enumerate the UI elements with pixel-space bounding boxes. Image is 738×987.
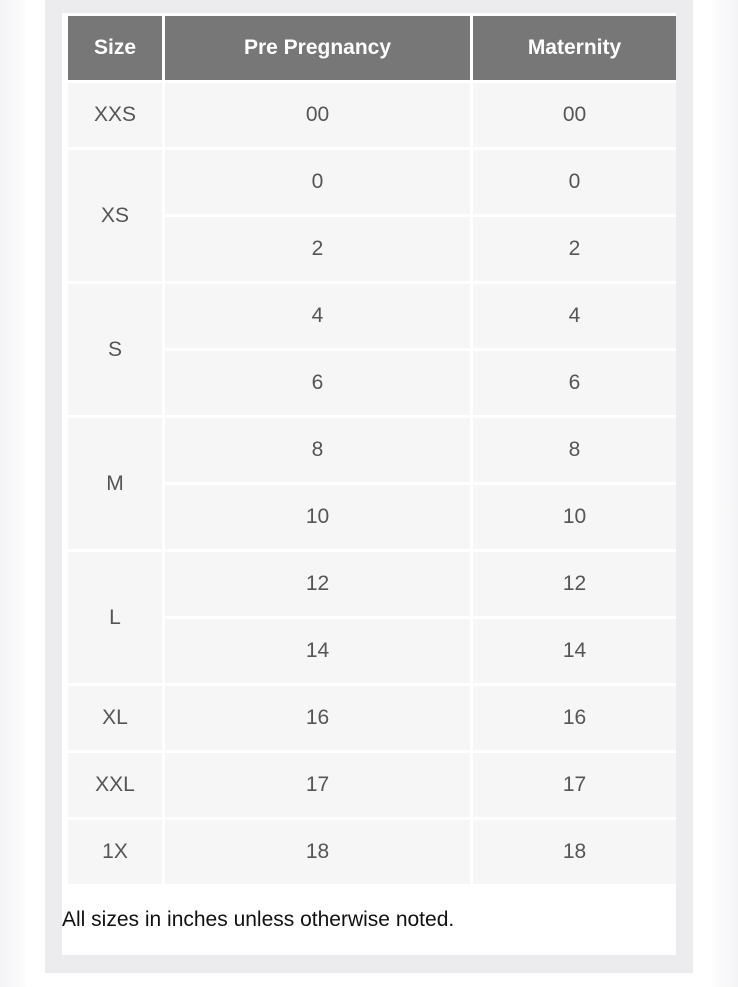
size-chart-panel	[45, 0, 693, 973]
pre-pregnancy-cell: 18	[165, 820, 470, 884]
size-cell: XXS	[68, 83, 162, 147]
footnote: All sizes in inches unless otherwise noted.	[62, 908, 455, 931]
maternity-cell: 10	[473, 485, 676, 549]
maternity-cell: 14	[473, 619, 676, 683]
maternity-cell: 18	[473, 820, 676, 884]
size-chart-table	[65, 13, 679, 887]
pre-pregnancy-cell: 00	[165, 83, 470, 147]
pre-pregnancy-cell: 6	[165, 351, 470, 415]
page-edge-right	[710, 0, 738, 987]
size-cell: XS	[68, 150, 162, 281]
table-row	[68, 552, 676, 616]
size-cell: M	[68, 418, 162, 549]
pre-pregnancy-cell: 2	[165, 217, 470, 281]
header-size: Size	[68, 16, 162, 80]
table-row	[68, 418, 676, 482]
table-body	[68, 83, 676, 884]
table-row	[68, 150, 676, 214]
size-cell: L	[68, 552, 162, 683]
maternity-cell: 4	[473, 284, 676, 348]
size-cell: XXL	[68, 753, 162, 817]
pre-pregnancy-cell: 12	[165, 552, 470, 616]
table-row	[68, 686, 676, 750]
header-pre-pregnancy: Pre Pregnancy	[165, 16, 470, 80]
page-edge-left	[0, 0, 28, 987]
table-header-row	[68, 16, 676, 80]
maternity-cell: 12	[473, 552, 676, 616]
header-maternity: Maternity	[473, 16, 676, 80]
table-row	[68, 753, 676, 817]
pre-pregnancy-cell: 4	[165, 284, 470, 348]
maternity-cell: 8	[473, 418, 676, 482]
pre-pregnancy-cell: 8	[165, 418, 470, 482]
maternity-cell: 0	[473, 150, 676, 214]
size-cell: 1X	[68, 820, 162, 884]
size-chart-card	[62, 13, 676, 955]
pre-pregnancy-cell: 16	[165, 686, 470, 750]
pre-pregnancy-cell: 10	[165, 485, 470, 549]
size-cell: XL	[68, 686, 162, 750]
table-row	[68, 284, 676, 348]
table-row	[68, 83, 676, 147]
maternity-cell: 16	[473, 686, 676, 750]
pre-pregnancy-cell: 14	[165, 619, 470, 683]
maternity-cell: 17	[473, 753, 676, 817]
pre-pregnancy-cell: 17	[165, 753, 470, 817]
pre-pregnancy-cell: 0	[165, 150, 470, 214]
size-cell: S	[68, 284, 162, 415]
table-row	[68, 820, 676, 884]
maternity-cell: 00	[473, 83, 676, 147]
maternity-cell: 6	[473, 351, 676, 415]
maternity-cell: 2	[473, 217, 676, 281]
